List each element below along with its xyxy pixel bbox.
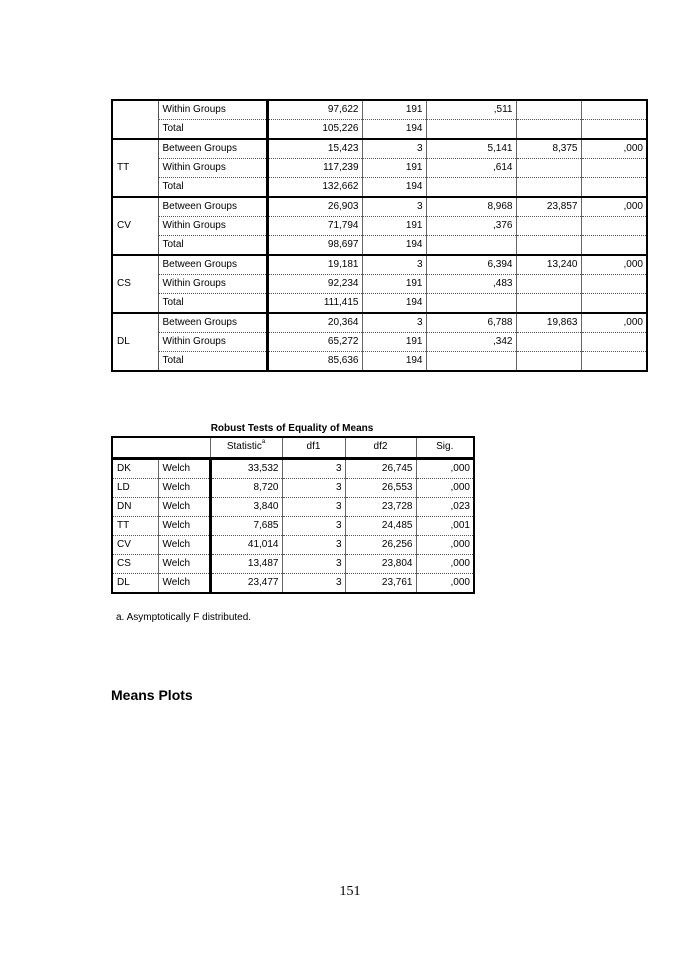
source-label: Within Groups: [158, 100, 267, 120]
table-row: [112, 255, 647, 275]
source-label: Between Groups: [158, 139, 267, 159]
mean-square: [426, 120, 516, 140]
statistic-value: 23,477: [210, 573, 282, 593]
sum-of-squares: 105,226: [267, 120, 362, 140]
source-label: Between Groups: [158, 197, 267, 217]
table-row: [112, 139, 647, 159]
f-value: [516, 236, 581, 256]
table-row: [112, 478, 474, 497]
f-value: 19,863: [516, 313, 581, 333]
df2-value: 26,256: [345, 535, 416, 554]
test-label: Welch: [158, 497, 210, 516]
sum-of-squares: 15,423: [267, 139, 362, 159]
statistic-value: 3,840: [210, 497, 282, 516]
sig-value: ,000: [416, 535, 474, 554]
mean-square: ,511: [426, 100, 516, 120]
test-label: Welch: [158, 478, 210, 497]
page-number: 151: [339, 884, 361, 899]
mean-square: [426, 294, 516, 314]
sig-value: [581, 236, 647, 256]
test-label: Welch: [158, 516, 210, 535]
test-label: Welch: [158, 554, 210, 573]
group-label: [112, 100, 158, 139]
f-value: [516, 275, 581, 294]
f-value: 23,857: [516, 197, 581, 217]
source-label: Between Groups: [158, 255, 267, 275]
robust-tests-table: [111, 436, 475, 594]
sum-of-squares: 85,636: [267, 352, 362, 372]
table-row: [112, 275, 647, 294]
mean-square: 8,968: [426, 197, 516, 217]
f-value: 8,375: [516, 139, 581, 159]
header-blank: [112, 437, 210, 458]
f-value: 13,240: [516, 255, 581, 275]
mean-square: [426, 236, 516, 256]
df2-value: 23,804: [345, 554, 416, 573]
sig-value: ,000: [581, 139, 647, 159]
group-label: CV: [112, 197, 158, 255]
sum-of-squares: 132,662: [267, 178, 362, 198]
header-statistic: [210, 437, 282, 458]
test-label: Welch: [158, 535, 210, 554]
sum-of-squares: 117,239: [267, 159, 362, 178]
sig-value: [581, 100, 647, 120]
footnote: a. Asymptotically F distributed.: [116, 612, 252, 623]
source-label: Total: [158, 352, 267, 372]
source-label: Total: [158, 236, 267, 256]
header-sig: Sig.: [416, 437, 474, 458]
df-value: 194: [362, 352, 426, 372]
variable-label: DK: [112, 458, 158, 478]
df-value: 194: [362, 120, 426, 140]
variable-label: CS: [112, 554, 158, 573]
df-value: 194: [362, 236, 426, 256]
df-value: 191: [362, 217, 426, 236]
header-statistic-label: Statistic: [226, 441, 262, 453]
header-statistic-footnote-mark: a: [261, 439, 266, 446]
sum-of-squares: 65,272: [267, 333, 362, 352]
section-heading: Means Plots: [111, 687, 193, 703]
sig-value: [581, 217, 647, 236]
variable-label: CV: [112, 535, 158, 554]
df-value: 191: [362, 100, 426, 120]
df-value: 191: [362, 159, 426, 178]
variable-label: TT: [112, 516, 158, 535]
source-label: Within Groups: [158, 159, 267, 178]
sum-of-squares: 92,234: [267, 275, 362, 294]
table-row: [112, 120, 647, 140]
df1-value: 3: [282, 458, 345, 478]
sum-of-squares: 19,181: [267, 255, 362, 275]
sig-value: ,000: [416, 458, 474, 478]
test-label: Welch: [158, 458, 210, 478]
table-row: [112, 313, 647, 333]
df-value: 194: [362, 294, 426, 314]
group-label: DL: [112, 313, 158, 371]
f-value: [516, 100, 581, 120]
table-row: [112, 197, 647, 217]
df2-value: 26,745: [345, 458, 416, 478]
sum-of-squares: 98,697: [267, 236, 362, 256]
anova-table: [111, 99, 648, 372]
df-value: 3: [362, 139, 426, 159]
sig-value: [581, 294, 647, 314]
f-value: [516, 333, 581, 352]
statistic-value: 8,720: [210, 478, 282, 497]
f-value: [516, 352, 581, 372]
sig-value: [581, 275, 647, 294]
group-label: TT: [112, 139, 158, 197]
df1-value: 3: [282, 497, 345, 516]
df2-value: 23,761: [345, 573, 416, 593]
sig-value: ,000: [581, 255, 647, 275]
df1-value: 3: [282, 478, 345, 497]
source-label: Total: [158, 120, 267, 140]
f-value: [516, 178, 581, 198]
source-label: Total: [158, 178, 267, 198]
header-df1: df1: [282, 437, 345, 458]
sum-of-squares: 26,903: [267, 197, 362, 217]
header-df2: df2: [345, 437, 416, 458]
table-row: [112, 497, 474, 516]
table-row: [112, 217, 647, 236]
sig-value: [581, 159, 647, 178]
mean-square: 5,141: [426, 139, 516, 159]
sig-value: ,000: [416, 573, 474, 593]
table-row: [112, 352, 647, 372]
variable-label: DN: [112, 497, 158, 516]
sig-value: [581, 120, 647, 140]
sum-of-squares: 71,794: [267, 217, 362, 236]
mean-square: ,614: [426, 159, 516, 178]
group-label: CS: [112, 255, 158, 313]
df-value: 3: [362, 313, 426, 333]
df2-value: 23,728: [345, 497, 416, 516]
df2-value: 26,553: [345, 478, 416, 497]
table-row: [112, 516, 474, 535]
source-label: Within Groups: [158, 275, 267, 294]
sig-value: ,000: [416, 478, 474, 497]
f-value: [516, 217, 581, 236]
source-label: Total: [158, 294, 267, 314]
table-row: [112, 573, 474, 593]
table-row: [112, 535, 474, 554]
df-value: 191: [362, 333, 426, 352]
mean-square: ,483: [426, 275, 516, 294]
table-row: [112, 554, 474, 573]
mean-square: ,342: [426, 333, 516, 352]
df2-value: 24,485: [345, 516, 416, 535]
mean-square: [426, 178, 516, 198]
sig-value: [581, 178, 647, 198]
robust-table-title: Robust Tests of Equality of Means: [210, 423, 374, 434]
df1-value: 3: [282, 516, 345, 535]
variable-label: DL: [112, 573, 158, 593]
table-row: [112, 458, 474, 478]
f-value: [516, 159, 581, 178]
df-value: 3: [362, 197, 426, 217]
sig-value: ,000: [416, 554, 474, 573]
sum-of-squares: 20,364: [267, 313, 362, 333]
mean-square: ,376: [426, 217, 516, 236]
variable-label: LD: [112, 478, 158, 497]
sum-of-squares: 97,622: [267, 100, 362, 120]
table-row: [112, 294, 647, 314]
source-label: Within Groups: [158, 333, 267, 352]
sig-value: [581, 352, 647, 372]
sig-value: ,000: [581, 197, 647, 217]
sig-value: ,023: [416, 497, 474, 516]
table-row: [112, 159, 647, 178]
source-label: Within Groups: [158, 217, 267, 236]
table-row: [112, 178, 647, 198]
df-value: 191: [362, 275, 426, 294]
source-label: Between Groups: [158, 313, 267, 333]
statistic-value: 41,014: [210, 535, 282, 554]
sig-value: [581, 333, 647, 352]
table-row: [112, 236, 647, 256]
table-row: [112, 333, 647, 352]
statistic-value: 33,532: [210, 458, 282, 478]
sig-value: ,001: [416, 516, 474, 535]
table-row: [112, 100, 647, 120]
sum-of-squares: 111,415: [267, 294, 362, 314]
df1-value: 3: [282, 535, 345, 554]
statistic-value: 7,685: [210, 516, 282, 535]
df-value: 3: [362, 255, 426, 275]
df1-value: 3: [282, 573, 345, 593]
sig-value: ,000: [581, 313, 647, 333]
mean-square: [426, 352, 516, 372]
f-value: [516, 120, 581, 140]
mean-square: 6,394: [426, 255, 516, 275]
mean-square: 6,788: [426, 313, 516, 333]
f-value: [516, 294, 581, 314]
statistic-value: 13,487: [210, 554, 282, 573]
test-label: Welch: [158, 573, 210, 593]
df1-value: 3: [282, 554, 345, 573]
header-row: [112, 437, 474, 458]
df-value: 194: [362, 178, 426, 198]
